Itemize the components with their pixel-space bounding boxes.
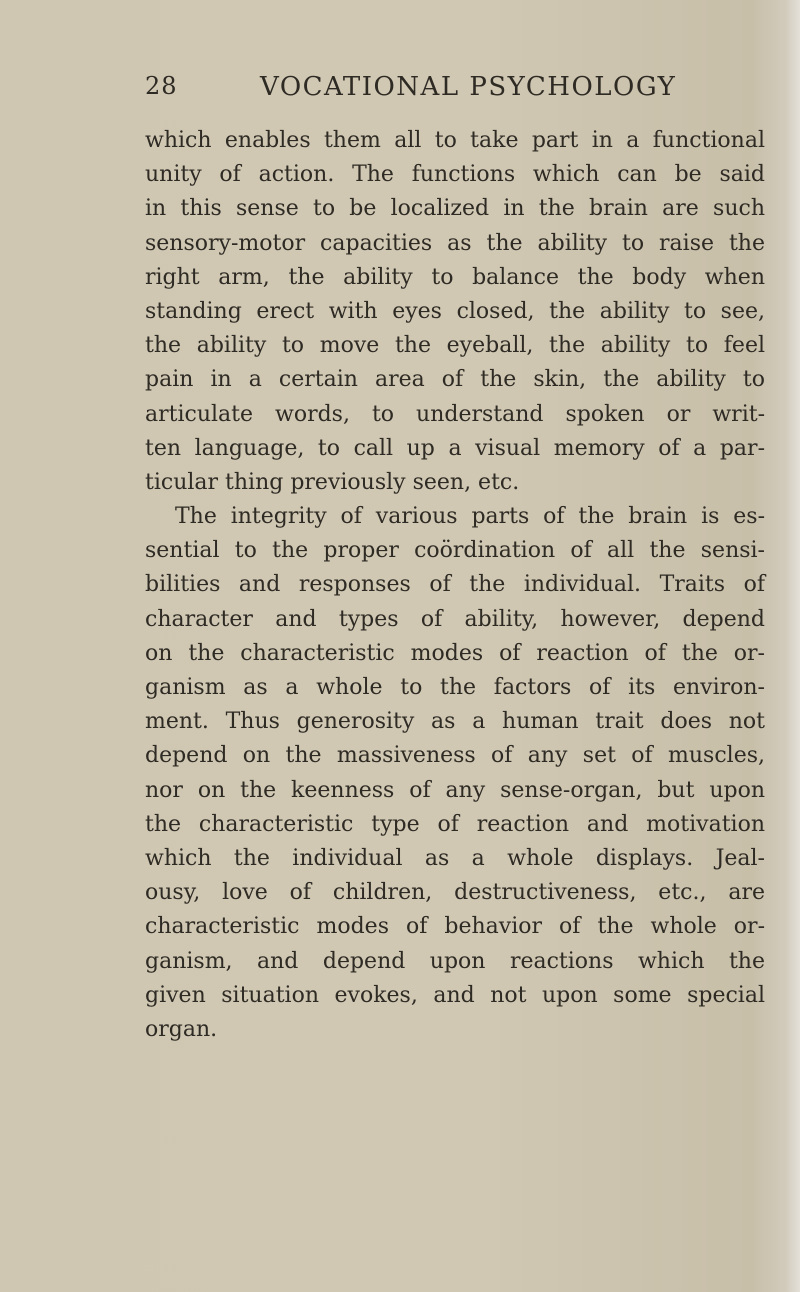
text-line: ousy, love of children, destructiveness, etc., are [145, 880, 765, 906]
text-line: nor on the keenness of any sense-organ, but upon [145, 777, 765, 803]
text-line: standing erect with eyes closed, the ability to see, [145, 298, 765, 324]
text-line: sensory-motor capacities as the ability to raise the [145, 230, 765, 256]
text-line: right arm, the ability to balance the body when [145, 264, 765, 290]
text-line: which the individual as a whole displays. Jeal- [145, 845, 765, 871]
text-line: ment. Thus generosity as a human trait does not [145, 709, 765, 735]
text-line: sential to the proper coördination of all the sensi- [145, 538, 765, 564]
text-line: unity of action. The functions which can be said [145, 162, 765, 188]
text-line: depend on the massiveness of any set of muscles, [145, 743, 765, 769]
text-line: pain in a certain area of the skin, the ability to [145, 367, 765, 393]
text-line: ten language, to call up a visual memory of a par- [145, 435, 765, 461]
page-number: 28 [145, 72, 178, 100]
text-line: given situation evokes, and not upon some special [145, 982, 765, 1008]
paragraph-start-line: The integrity of various parts of the brain is es- [175, 504, 765, 530]
text-line: ganism as a whole to the factors of its environ- [145, 675, 765, 700]
text-line: which enables them all to take part in a functional [145, 128, 765, 153]
paragraph-end-line: ticular thing previously seen, etc. [145, 469, 520, 495]
text-line: ganism, and depend upon reactions which the [145, 948, 765, 974]
paragraph-end-line: organ. [145, 1016, 218, 1042]
text-line: on the characteristic modes of reaction of the or- [145, 640, 765, 666]
text-line: the ability to move the eyeball, the ability to feel [145, 333, 765, 359]
text-line: characteristic modes of behavior of the whole or- [145, 914, 765, 940]
text-line: in this sense to be localized in the brain are such [145, 196, 765, 222]
page-header [145, 72, 765, 112]
text-line: articulate words, to understand spoken or writ- [145, 401, 765, 427]
text-line: bilities and responses of the individual. Traits of [145, 572, 765, 598]
body-text [145, 124, 765, 1047]
text-line: the characteristic type of reaction and motivation [145, 811, 765, 837]
running-head: VOCATIONAL PSYCHOLOGY [260, 72, 677, 102]
page-edge [786, 0, 800, 1292]
text-line: character and types of ability, however, depend [145, 606, 765, 632]
